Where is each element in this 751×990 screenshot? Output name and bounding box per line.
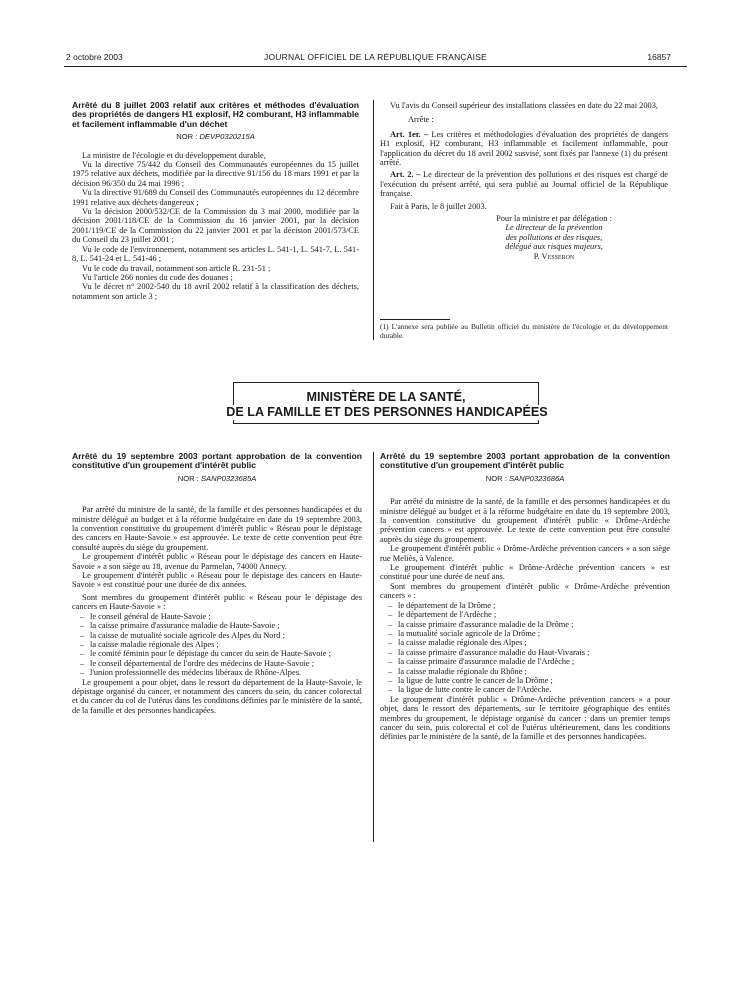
list-item: – la mutualité sociale agricole de la Drôme ; (380, 629, 670, 638)
nor-label: NOR : (176, 132, 198, 142)
arrete1-paragraph: Vu le décret n° 2002-540 du 18 avril 2002 relatif à la classification des déchets, notamment son article 3 ; (72, 282, 359, 301)
arrete3-paragraph: Sont membres du groupement d'intérêt public « Drôme-Ardèche prévention cancers » : (380, 581, 670, 601)
ministry-heading-box (226, 382, 548, 424)
list-item: – le comité féminin pour le dépistage du cancer du sein de Haute-Savoie ; (72, 649, 362, 658)
list-item: – la caisse de mutualité sociale agricole des Alpes du Nord ; (72, 631, 362, 640)
list-item: – la caisse maladie régionale des Alpes ; (72, 640, 362, 649)
list-item: – la caisse primaire d'assurance maladie du Haut-Vivarais ; (380, 648, 670, 657)
arrete1-paragraph: Vu l'article 266 nonies du code des douanes ; (82, 272, 233, 282)
arrete2-member-list (72, 612, 362, 678)
signature-line: Le directeur de la prévention (505, 223, 603, 233)
arrete1-paragraph: Vu la directive 75/442 du Conseil des Communautés européennes du 15 juillet 1975 relative aux déchets, modifiée par la directive 91/156 du 18 mars 1991 et par la décision 96/350 du 24 mai 1996 ; (72, 160, 359, 188)
article-2-label: Art. 2. – (390, 170, 421, 180)
column-divider (373, 452, 374, 842)
arrete1-right-column (380, 101, 668, 261)
arrete1-paragraph: Vu le code de l'environnement, notamment ses articles L. 541-1, L. 541-7, L. 541-8, L. 541-24 et L. 541-46 ; (72, 244, 359, 264)
arrete2-closing: Le groupement a pour objet, dans le ressort du département de la Haute-Savoie, le dépistage organisé du cancer, et notamment des cancers du sein, du cancer colorectal et du cancer du col de l'utérus dans les conditions définies par le ministère de la santé, de la famille et des personnes handicapées. (72, 677, 362, 715)
arrete1-avis: Vu l'avis du Conseil supérieur des installations classées en date du 22 mai 2003, (390, 101, 659, 110)
article-1-text: Les critères et méthodologies d'évaluation des propriétés de dangers H1 explosif, H2 comburant, H3 inflammable et facilement inflammable, pour l'application du décret du 18 avril 2002 susvisé, sont fixés par l'annexe (1) du présent arrêté. (380, 129, 669, 168)
arrete1-left-column (72, 101, 359, 301)
column-divider (373, 100, 374, 340)
arrete3-title: Arrêté du 19 septembre 2003 portant approbation de la convention constitutive d'un groupement d'intérêt public (380, 451, 670, 471)
arrete3-closing: Le groupement d'intérêt public « Drôme-Ardèche prévention cancers » a pour objet, dans le ressort des départements, sur le territoire géographique des entités membres du groupement, le dépistage organisé du cancer : dans un premier temps cancer du sein, puis colorectal et col de l'utérus ultérieurement, dans les conditions définies par le ministère de la santé, de la famille et des personnes handicapées. (380, 694, 670, 742)
arrete1-paragraph: Vu la décision 2000/532/CE de la Commission du 3 mai 2000, modifiée par la décision 2001/118/CE de la Commission du 16 janvier 2001, par la décision 2001/119/CE de la Commission du 22 janvier 2001 et par la décision 2001/573/CE du Conseil du 23 juillet 2001 ; (72, 207, 359, 245)
arrete3-paragraph: Le groupement d'intérêt public « Drôme-Ardèche prévention cancers » est constitué pour une durée de neuf ans. (380, 563, 670, 582)
list-item: – le département de la Drôme ; (380, 601, 670, 610)
article-1-label: Art. 1er. – (390, 129, 429, 139)
arrete2-paragraph: Le groupement d'intérêt public « Réseau pour le dépistage des cancers en Haute-Savoie » a son siège au 18, avenue du Parmelan, 74000 Annecy. (72, 552, 362, 571)
list-item: – l'union professionnelle des médecins libéraux de Rhône-Alpes. (72, 668, 362, 677)
nor-code: DEVP0320215A (199, 132, 255, 142)
page-header (0, 0, 751, 64)
journal-title: JOURNAL OFFICIEL DE LA RÉPUBLIQUE FRANÇAISE (264, 52, 487, 62)
signatory-name: P. Vesseron (533, 251, 575, 261)
list-item: – le conseil départemental de l'ordre des médecins de Haute-Savoie ; (72, 659, 362, 668)
arrete3-paragraph: Par arrêté du ministre de la santé, de la famille et des personnes handicapées et du ministre délégué au budget et à la réforme budgétaire en date du 19 septembre 2003, la convention constitutive du groupement d'intérêt public « Drôme-Ardèche prévention cancers » est approuvée. Le texte de cette convention peut être consulté auprès du siège du groupement. (380, 497, 670, 544)
nor-code: SANP0323685A (200, 473, 257, 483)
arrete3-paragraph: Le groupement d'intérêt public « Drôme-Ardèche prévention cancers » a son siège rue Meliès, à Valence. (380, 544, 670, 563)
list-item: – la caisse maladie régionale des Alpes ; (380, 638, 670, 647)
issue-date: 2 octobre 2003 (66, 52, 123, 62)
ministry-line-1: MINISTÈRE DE LA SANTÉ, (306, 390, 466, 404)
arrete2-paragraph: Par arrêté du ministre de la santé, de la famille et des personnes handicapées et du ministre délégué au budget et à la réforme budgétaire en date du 19 septembre 2003, la convention constitutive du groupement d'intérêt public « Réseau pour le dépistage des cancers en Haute-Savoie » est approuvée. Le texte de cette convention peut être consulté auprès du siège du groupement. (72, 505, 362, 552)
arrete-word: Arrête : (408, 115, 434, 125)
arrete1-nor (72, 132, 359, 141)
signature-line: Pour la ministre et par délégation : (496, 214, 612, 224)
list-item: – la caisse primaire d'assurance maladie de la Drôme ; (380, 620, 670, 629)
arrete1-paragraph: Vu la directive 91/689 du Conseil des Communautés européennes du 12 décembre 1991 relative aux déchets dangereux ; (72, 188, 359, 207)
article-2 (380, 170, 668, 198)
article-2-text: Le directeur de la prévention des pollutions et des risques est chargé de l'exécution du présent arrêté, qui sera publié au Journal officiel de la République française. (380, 170, 668, 199)
list-item: – le conseil général de Haute-Savoie ; (72, 612, 362, 621)
arrete2-title: Arrêté du 19 septembre 2003 portant approbation de la convention constitutive d'un groupement d'intérêt public (72, 451, 362, 471)
arrete1-paragraph: La ministre de l'écologie et du développement durable, (82, 150, 266, 160)
nor-label: NOR : (485, 473, 507, 483)
list-item: – la ligue de lutte contre le cancer de la Drôme ; (380, 676, 670, 685)
arrete2-paragraph: Sont membres du groupement d'intérêt public « Réseau pour le dépistage des cancers en Haute-Savoie » : (72, 592, 362, 612)
header-rule (64, 66, 687, 67)
nor-code: SANP0323686A (508, 473, 565, 483)
arrete2-nor (72, 474, 362, 483)
list-item: – la caisse primaire d'assurance maladie de l'Ardèche ; (380, 657, 670, 666)
arrete1-footnote: (1) L'annexe sera publiée au Bulletin officiel du ministère de l'écologie et du développement durable. (380, 322, 668, 340)
signature-line: délégué aux risques majeurs, (505, 242, 603, 252)
footnote-rule (380, 319, 450, 320)
list-item: – la caisse maladie régionale du Rhône ; (380, 667, 670, 676)
list-item: – le département de l'Ardèche ; (380, 610, 670, 619)
nor-label: NOR : (177, 473, 199, 483)
list-item: – la ligue de lutte contre le cancer de l'Ardèche. (380, 685, 670, 694)
arrete2-column (72, 452, 362, 715)
arrete1-title: Arrêté du 8 juillet 2003 relatif aux critères et méthodes d'évaluation des propriétés de dangers H1 explosif, H2 comburant, H3 inflammable et facilement inflammable d'un déchet (72, 100, 359, 129)
arrete2-paragraph: Le groupement d'intérêt public « Réseau pour le dépistage des cancers en Haute-Savoie » est constitué pour une durée de dix années. (72, 571, 362, 590)
arrete1-paragraph: Vu le code du travail, notamment son article R. 231-51 ; (82, 263, 271, 273)
arrete3-nor (380, 474, 670, 483)
fait-a-paris: Fait à Paris, le 8 juillet 2003. (390, 201, 487, 211)
signature-line: des pollutions et des risques, (505, 232, 603, 242)
page-number: 16857 (647, 52, 671, 62)
ministry-line-2: DE LA FAMILLE ET DES PERSONNES HANDICAPÉES (207, 405, 567, 420)
list-item: – la caisse primaire d'assurance maladie de Haute-Savoie ; (72, 621, 362, 630)
arrete3-column (380, 452, 670, 742)
signature-block (380, 214, 668, 261)
arrete3-member-list (380, 601, 670, 695)
article-1 (380, 130, 668, 168)
